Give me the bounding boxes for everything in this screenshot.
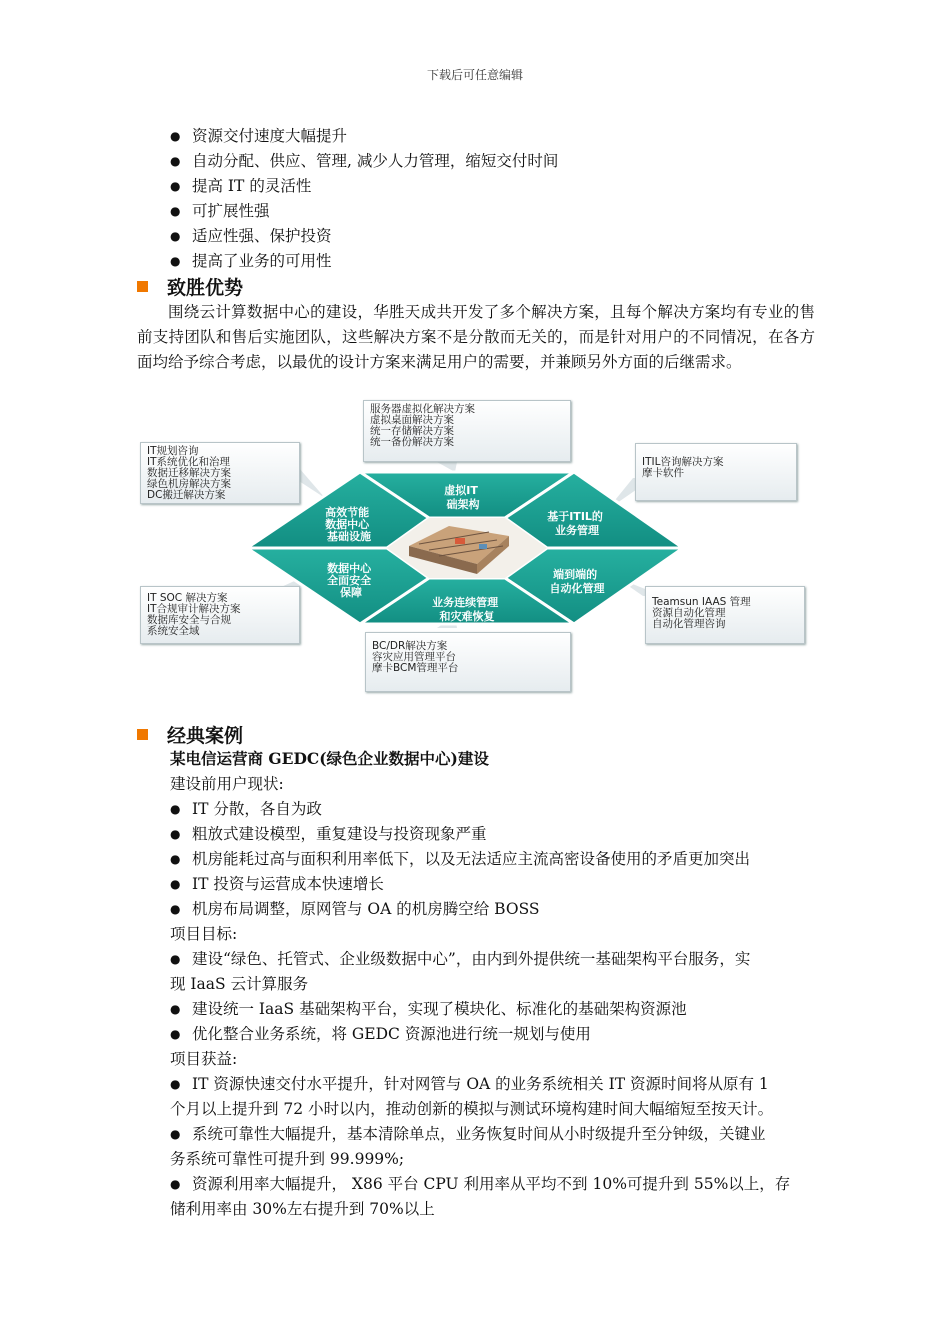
segment-label-lower-left: 数据中心 全面安全 保障 — [327, 562, 372, 599]
section-heading-advantage — [137, 273, 243, 300]
callout-line: 虚拟桌面解决方案 — [370, 414, 454, 426]
list-item: ● 自动分配、供应、管理, 减少人力管理，缩短交付时间 — [170, 151, 558, 171]
case-title: 某电信运营商 GEDC(绿色企业数据中心)建设 — [170, 749, 489, 768]
callout-line: 系统安全域 — [147, 625, 200, 637]
list-item: ● 资源交付速度大幅提升 — [170, 126, 347, 146]
list-item: ● 适应性强、保护投资 — [170, 226, 332, 246]
callout-line: 数据迁移解决方案 — [147, 467, 231, 479]
list-item: ● 系统可靠性大幅提升，基本清除单点，业务恢复时间从小时级提升至分钟级，关键业 — [170, 1124, 766, 1144]
segment-label-bottom: 业务连续管理 和灾难恢复 — [432, 596, 499, 623]
list-item: ● 提高 IT 的灵活性 — [170, 176, 311, 196]
goal-label: 项目目标: — [170, 925, 238, 943]
gain-label: 项目获益: — [170, 1050, 238, 1068]
list-item: ● IT 分散，各自为政 — [170, 799, 322, 819]
segment-label-upper-right: 基于ITIL的 业务管理 — [547, 510, 603, 537]
section-title: 致胜优势 — [167, 277, 244, 299]
status-label: 建设前用户现状: — [170, 775, 284, 793]
callout-line: 统一备份解决方案 — [370, 436, 454, 448]
callout-line: 数据库安全与合规 — [147, 614, 231, 626]
solution-diagram — [137, 398, 809, 694]
callout-line: IT规划咨询 — [147, 445, 199, 457]
list-item: ● IT 资源快速交付水平提升，针对网管与 OA 的业务系统相关 IT 资源时间将从原有 1 — [170, 1074, 769, 1094]
callout-business-continuity — [365, 632, 571, 692]
list-item-continuation: 储利用率由 30%左右提升到 70%以上 — [170, 1200, 435, 1218]
callout-line: 绿色机房解决方案 — [147, 478, 231, 490]
list-item: ● 机房布局调整，原网管与 OA 的机房腾空给 BOSS — [170, 899, 540, 919]
callout-line: 资源自动化管理 — [652, 607, 726, 619]
callout-line: ITIL咨询解决方案 — [642, 456, 724, 468]
segment-label-top: 虚拟IT 础架构 — [444, 484, 480, 511]
segment-label-lower-right: 端到端的 自动化管理 — [549, 568, 605, 595]
list-item: ● 优化整合业务系统，将 GEDC 资源池进行统一规划与使用 — [170, 1024, 591, 1044]
callout-line: 摩卡软件 — [642, 467, 684, 479]
square-bullet-icon — [137, 281, 148, 292]
callout-virtualization — [363, 400, 571, 462]
list-item: ● 建设“绿色、托管式、企业级数据中心”，由内到外提供统一基础架构平台服务，实 — [170, 949, 750, 969]
square-bullet-icon — [137, 729, 148, 740]
advantage-paragraph: 围绕云计算数据中心的建设，华胜天成共开发了多个解决方案，且每个解决方案均有专业的售前支持团队和售后实施团队，这些解决方案不是分散而无关的，而是针对用户的不同情况，在各方面均给予综合考虑，以最优的设计方案来满足用户的需要，并兼顾另外方面的后继需求。 — [137, 303, 815, 371]
list-item: ● 提高了业务的可用性 — [170, 251, 332, 271]
callout-line: 自动化管理咨询 — [652, 618, 726, 630]
list-item: ● 建设统一 IaaS 基础架构平台，实现了模块化、标准化的基础架构资源池 — [170, 999, 687, 1019]
callout-line: 摩卡BCM管理平台 — [372, 662, 459, 674]
list-item: ● 可扩展性强 — [170, 201, 270, 221]
list-item-continuation: 现 IaaS 云计算服务 — [170, 975, 309, 993]
callout-line: Teamsun IAAS 管理 — [652, 596, 751, 608]
list-item: ● 粗放式建设模型，重复建设与投资现象严重 — [170, 824, 487, 844]
section-title: 经典案例 — [167, 725, 244, 747]
list-item: ● 资源利用率大幅提升， X86 平台 CPU 利用率从平均不到 10%可提升到 55%以上，存 — [170, 1174, 790, 1194]
callout-line: IT SOC 解决方案 — [147, 592, 228, 604]
segment-label-upper-left: 高效节能 数据中心 基础设施 — [325, 506, 371, 543]
callout-line: 容灾应用管理平台 — [372, 651, 456, 663]
callout-infrastructure — [140, 442, 300, 504]
callout-automation — [645, 586, 805, 644]
list-item-continuation: 个月以上提升到 72 小时以内，推动创新的模拟与测试环境构建时间大幅缩短至按天计。 — [170, 1100, 774, 1118]
section-heading-cases — [137, 721, 243, 748]
list-item: ● IT 投资与运营成本快速增长 — [170, 874, 384, 894]
list-item-continuation: 务系统可靠性可提升到 99.999%; — [170, 1150, 405, 1168]
callout-line: 服务器虚拟化解决方案 — [370, 403, 475, 415]
callout-line: IT系统优化和治理 — [147, 456, 231, 468]
callout-itil — [635, 443, 797, 501]
callout-line: IT合规审计解决方案 — [147, 603, 241, 615]
page-header: 下载后可任意编辑 — [426, 68, 523, 82]
callout-line: BC/DR解决方案 — [372, 640, 448, 652]
callout-line: 统一存储解决方案 — [370, 425, 454, 437]
callout-line: DC搬迁解决方案 — [147, 489, 226, 501]
callout-security — [140, 586, 300, 644]
list-item: ● 机房能耗过高与面积利用率低下，以及无法适应主流高密设备使用的矛盾更加突出 — [170, 849, 750, 869]
